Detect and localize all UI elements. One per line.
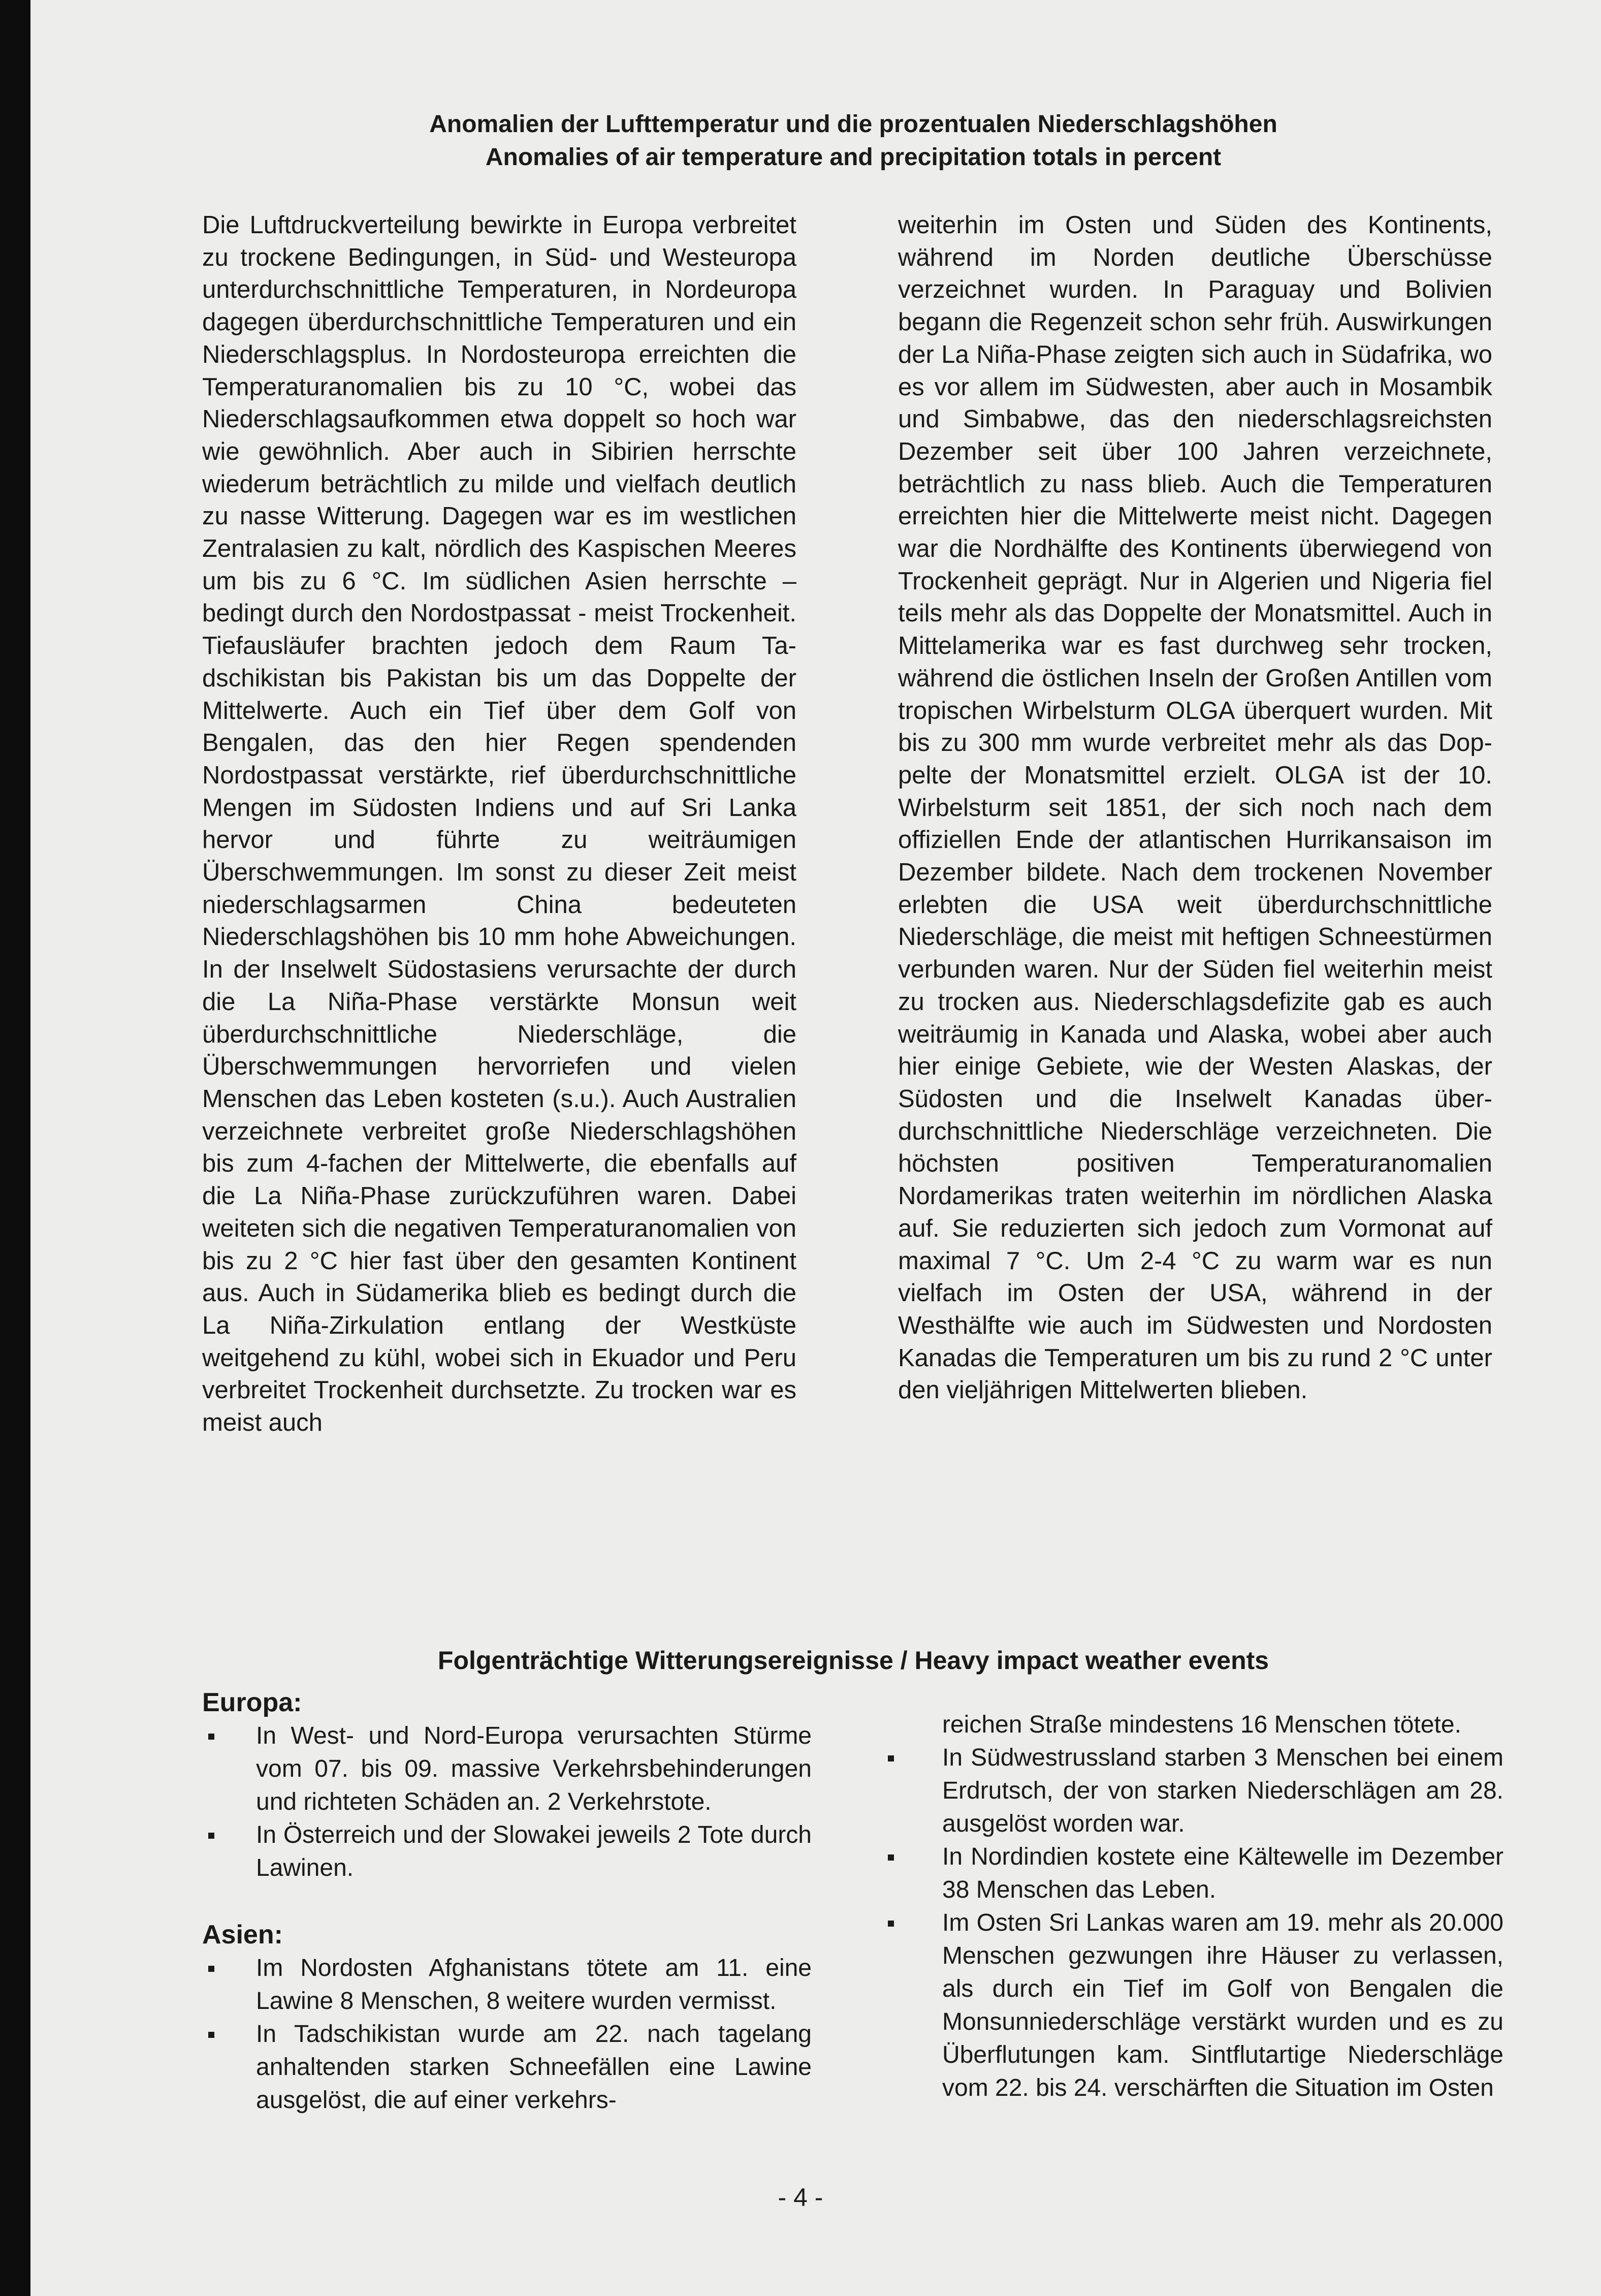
body-text-column-left: Die Luftdruckverteilung bewirkte in Europa verbreitet zu trockene Bedingungen, in Süd- und Westeuropa unterdurchschnittliche Temperaturen, in Nordeuropa dagegen überdurchschnittliche Temperaturen und ein Niederschlagsplus. In Nordosteuropa erreichten die Temperaturanomalien bis zu 10 °C, wobei das Niederschlagsaufkommen etwa doppelt so hoch war wie gewöhnlich. Aber auch in Sibirien herrschte wiederum beträchtlich zu milde und vielfach deutlich zu nasse Witterung. Dagegen war es im westlichen Zentralasien zu kalt, nördlich des Kaspischen Meeres um bis zu 6 °C. Im südlichen Asien herrschte – bedingt durch den Nordostpassat - meist Trockenheit. Tiefausläufer brachten jedoch dem Raum Tadschikistan bis Pakistan bis um das Doppelte der Mittelwerte. Auch ein Tief über dem Golf von Bengalen, das den hier Regen spendenden Nordostpassat verstärkte, rief überdurchschnittliche Mengen im Südosten Indiens und auf Sri Lanka hervor und führte zu weiträumigen Überschwemmungen. Im sonst zu dieser Zeit meist niederschlagsarmen China bedeuteten Niederschlagshöhen bis 10 mm hohe Abweichungen. In der Inselwelt Südostasiens verursachte der durch die La Niña-Phase verstärkte Monsun weit überdurchschnittliche Niederschläge, die Überschwemmungen hervorriefen und vielen Menschen das Leben kosteten (s.u.). Auch Australien verzeichnete verbreitet große Niederschlagshöhen bis zum 4-fachen der Mittelwerte, die ebenfalls auf die La Niña-Phase zurückzuführen waren. Dabei weiteten sich die negativen Temperaturanomalien von bis zu 2 °C hier fast über den gesamten Kontinent aus. Auch in Südamerika blieb es bedingt durch die La Niña-Zirkulation entlang der Westküste weitgehend zu kühl, wobei sich in Ekuador und Peru verbreitet Trockenheit durchsetzte. Zu trocken war es meist auch <box>202 211 796 1437</box>
event-item: Im Nordosten Afghanistans tötete am 11. eine Lawine 8 Menschen, 8 weitere wurden vermisst. <box>202 1952 812 2018</box>
event-item: In Nordindien kostete eine Kältewelle im Dezember 38 Menschen das Leben. <box>894 1840 1503 1906</box>
page-number: - 4 - <box>778 2183 823 2212</box>
asia-event-list-continued <box>894 1708 1503 2104</box>
events-column-right <box>894 1708 1503 2104</box>
page-title-english: Anomalies of air temperature and precipitation totals in percent <box>485 144 1222 171</box>
event-item-continuation: reichen Straße mindestens 16 Menschen tötete. <box>942 1711 1461 1738</box>
body-text-column-right: weiterhin im Osten und Süden des Kontinents, während im Norden deutliche Überschüsse verzeichnet wurden. In Paraguay und Bolivien begann die Regenzeit schon sehr früh. Auswirkungen der La Niña-Phase zeigten sich auch in Südafrika, wo es vor allem im Südwesten, aber auch in Mosambik und Simbabwe, das den niederschlagsreichsten Dezember seit über 100 Jahren verzeichnete, beträchtlich zu nass blieb. Auch die Temperaturen erreichten hier die Mittelwerte meist nicht. Dagegen war die Nordhälfte des Kontinents überwiegend von Trockenheit geprägt. Nur in Algerien und Nigeria fiel teils mehr als das Doppelte der Monatsmittel. Auch in Mittelamerika war es fast durchweg sehr trocken, während die östlichen Inseln der Großen Antillen vom tropischen Wirbelsturm OLGA überquert wurden. Mit bis zu 300 mm wurde verbreitet mehr als das Doppelte der Monatsmittel erzielt. OLGA ist der 10. Wirbelsturm seit 1851, der sich noch nach dem offiziellen Ende der atlantischen Hurrikansaison im Dezember bildete. Nach dem trockenen November erlebten die USA weit überdurchschnittliche Niederschläge, die meist mit heftigen Schneestürmen verbunden waren. Nur der Süden fiel weiterhin meist zu trocken aus. Niederschlagsdefizite gab es auch weiträumig in Kanada und Alaska, wobei aber auch hier einige Gebiete, wie der Westen Alaskas, der Südosten und die Inselwelt Kanadas überdurchschnittliche Niederschläge verzeichneten. Die höchsten positiven Temperaturanomalien Nordamerikas traten weiterhin im nördlichen Alaska auf. Sie reduzierten sich jedoch zum Vormonat auf maximal 7 °C. Um 2-4 °C zu warm war es nun vielfach im Osten der USA, während in der Westhälfte wie auch im Südwesten und Nordosten Kanadas die Temperaturen um bis zu rund 2 °C unter den vieljährigen Mittelwerten blieben. <box>898 211 1492 1404</box>
event-item: In Tadschikistan wurde am 22. nach tagelang anhaltenden starken Schneefällen eine Lawine ausgelöst, die auf einer verkehrs- <box>202 2018 812 2117</box>
page-title-german: Anomalien der Lufttemperatur und die prozentualen Niederschlagshöhen <box>429 111 1277 138</box>
event-item: In West- und Nord-Europa verursachten Stürme vom 07. bis 09. massive Verkehrsbehinderungen und richteten Schäden an. 2 Verkehrstote. <box>202 1719 812 1818</box>
events-column-left <box>202 1686 812 2117</box>
event-item: In Südwestrussland starben 3 Menschen bei einem Erdrutsch, der von starken Niederschlägen am 28. ausgelöst worden war. <box>894 1741 1503 1840</box>
region-heading-europe: Europa: <box>202 1688 302 1717</box>
region-heading-asia: Asien: <box>202 1920 283 1949</box>
asia-event-list <box>202 1952 812 2117</box>
event-item: In Österreich und der Slowakei jeweils 2 Tote durch Lawinen. <box>202 1818 812 1884</box>
scan-edge <box>0 0 30 2296</box>
events-section-title: Folgenträchtige Witterungsereignisse / Heavy impact weather events <box>437 1646 1269 1675</box>
europe-event-list <box>202 1719 812 1884</box>
event-item: Im Osten Sri Lankas waren am 19. mehr als 20.000 Menschen gezwungen ihre Häuser zu verlassen, als durch ein Tief im Golf von Bengalen die Monsunniederschläge verstärkt wurden und es zu Überflutungen kam. Sintflutartige Niederschläge vom 22. bis 24. verschärften die Situation im Osten <box>894 1906 1503 2104</box>
